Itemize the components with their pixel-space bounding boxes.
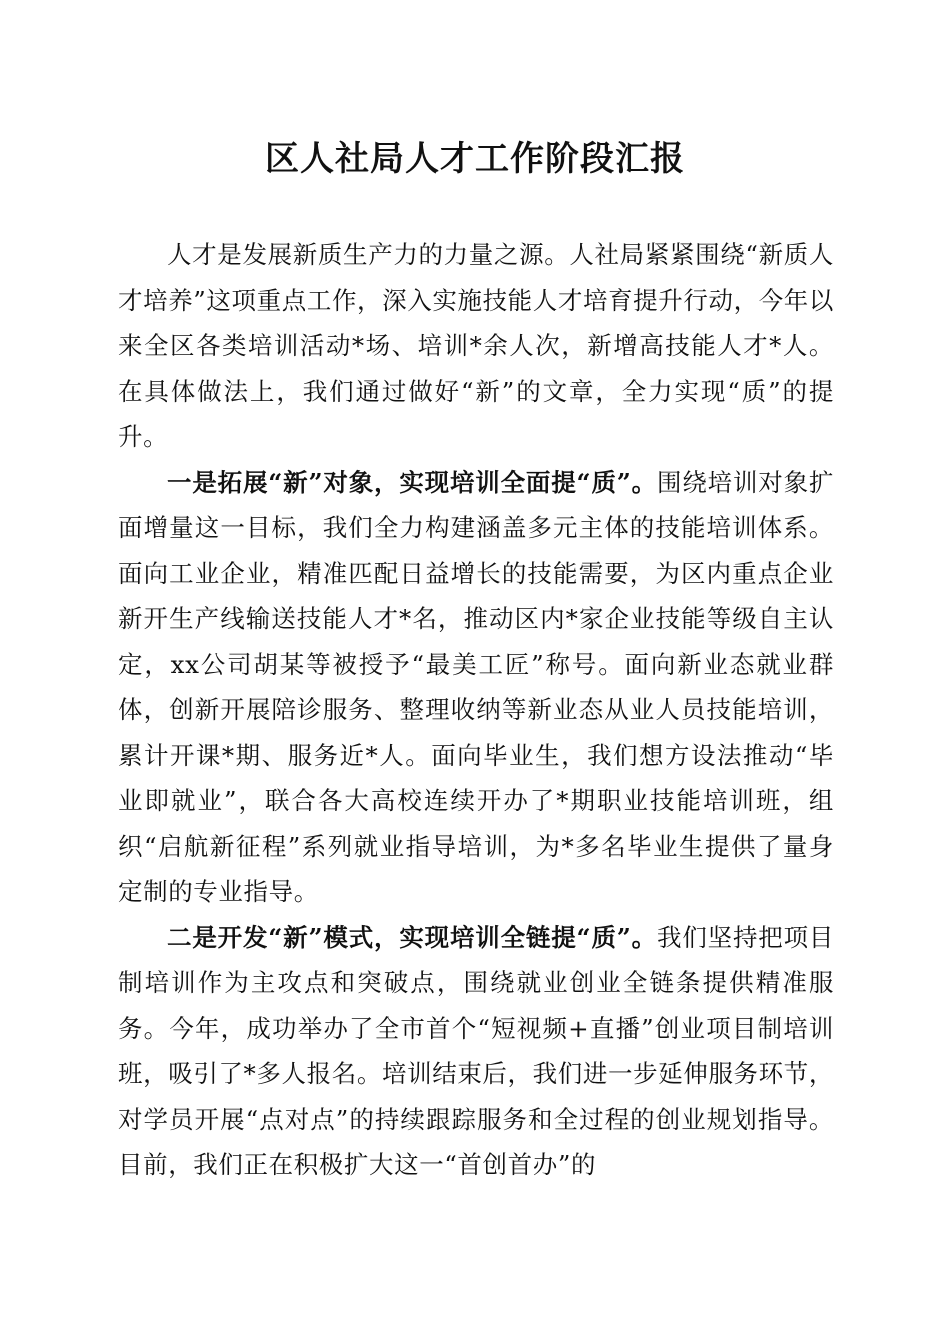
paragraph-section-1 <box>118 460 834 915</box>
document-title: 区人社局人才工作阶段汇报 <box>265 139 685 179</box>
paragraph-intro <box>118 232 834 460</box>
paragraph-text: 围绕培训对象扩面增量这一目标，我们全力构建涵盖多元主体的技能培训体系。面向工业企业，精准匹配日益增长的技能需要，为区内重点企业新开生产线输送技能人才*名，推动区内*家企业技能等级自主认定，xx公司胡某等被授予“最美工匠”称号。面向新业态就业群体，创新开展陪诊服务、整理收纳等新业态从业人员技能培训，累计开课*期、服务近*人。面向毕业生，我们想方设法推动“毕业即就业”，联合各大高校连续开办了*期职业技能培训班，组织“启航新征程”系列就业指导培训，为*多名毕业生提供了量身定制的专业指导。 <box>118 467 835 906</box>
document-body <box>118 232 834 1188</box>
paragraph-lead: 一是拓展“新”对象，实现培训全面提“质”。 <box>167 467 658 497</box>
paragraph-section-2 <box>118 915 834 1188</box>
paragraph-text: 我们坚持把项目制培训作为主攻点和突破点，围绕就业创业全链条提供精准服务。今年，成功举办了全市首个“短视频+直播”创业项目制培训班，吸引了*多人报名。培训结束后，我们进一步延伸服务环节，对学员开展“点对点”的持续跟踪服务和全过程的创业规划指导。目前，我们正在积极扩大这一“首创首办”的 <box>118 922 835 1179</box>
paragraph-lead: 二是开发“新”模式，实现培训全链提“质”。 <box>167 922 658 952</box>
paragraph-text: 人才是发展新质生产力的力量之源。人社局紧紧围绕“新质人才培养”这项重点工作，深入实施技能人才培育提升行动，今年以来全区各类培训活动*场、培训*余人次，新增高技能人才*人。在具体做法上，我们通过做好“新”的文章，全力实现“质”的提升。 <box>118 240 834 451</box>
